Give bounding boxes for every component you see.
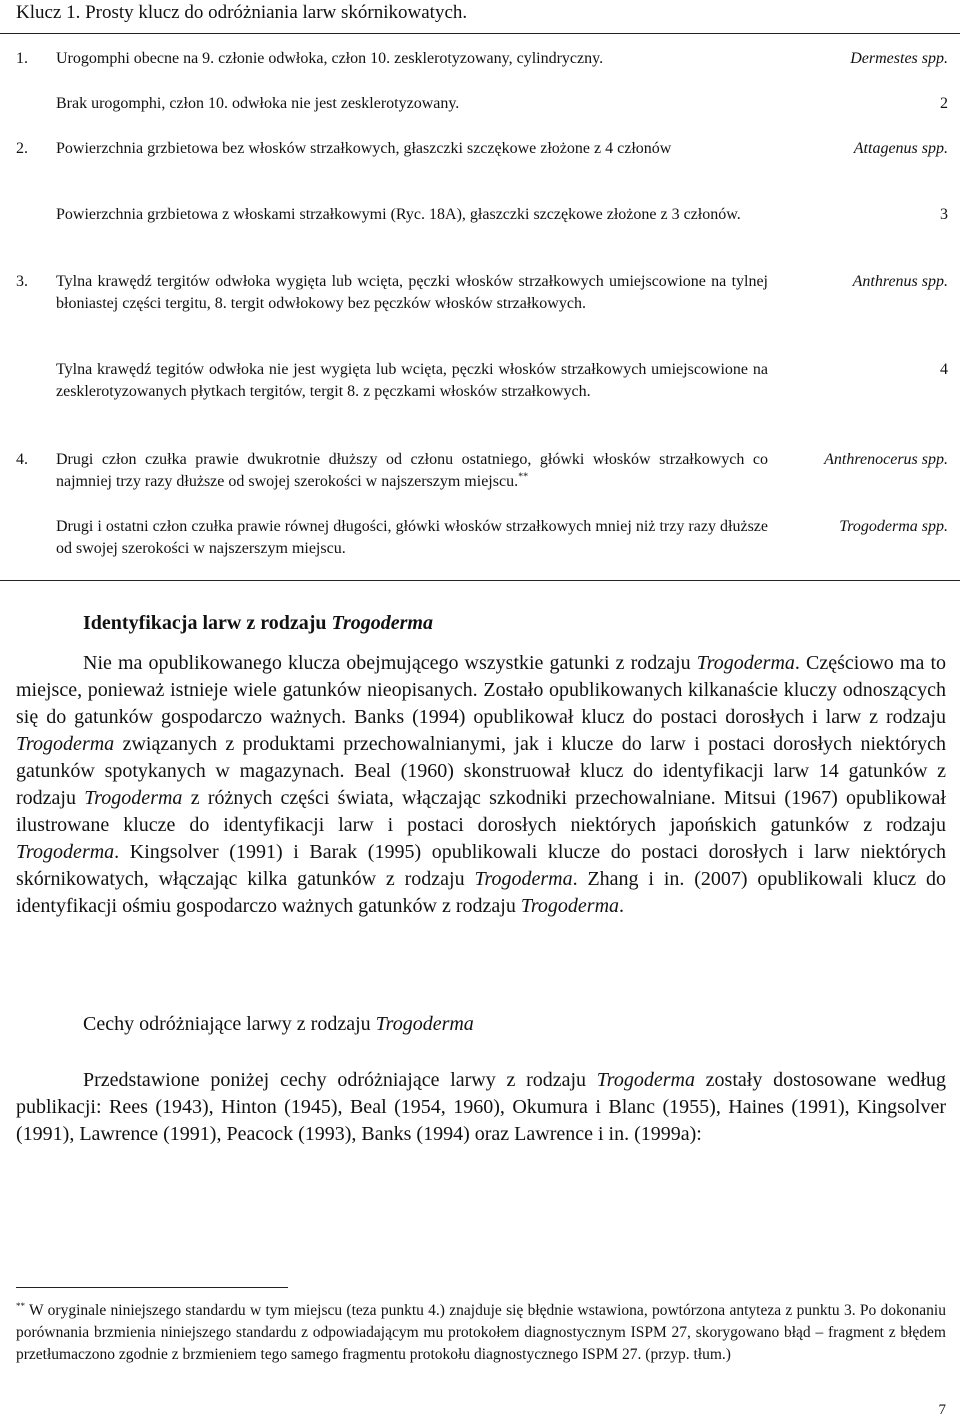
entry-result: Anthrenus spp. — [852, 273, 948, 290]
heading-genus: Trogoderma — [375, 1013, 474, 1035]
text-run: Nie ma opublikowanego klucza obejmującego wszystkie gatunki z rodzaju — [83, 652, 697, 674]
text-run: z różnych części świata, włączając szkodniki przechowalniane. Mitsui (1967) opublikował ilustrowane klucze do identyfikacji larw i postaci dorosłych niektórych japońskich gatunków z rodzaju — [16, 787, 946, 836]
entry-result: Trogoderma spp. — [839, 518, 948, 535]
text-run: Przedstawione poniżej cechy odróżniające larwy z rodzaju — [83, 1069, 597, 1091]
text-run: . — [619, 895, 625, 917]
entry-text: Urogomphi obecne na 9. członie odwłoka, człon 10. zesklerotyzowany, cylindryczny. — [56, 50, 604, 67]
entry-result: Anthrenocerus spp. — [824, 451, 948, 468]
features-heading — [83, 1013, 474, 1036]
text-run: . Zhang i in. (2007) opublikowali klucz do identyfikacji ośmiu gospodarczo ważnych gatunków z rodzaju — [16, 868, 946, 917]
entry-text: Powierzchnia grzbietowa bez włosków strzałkowych, głaszczki szczękowe złożone z 4 członów — [56, 140, 672, 157]
entry-text: Drugi i ostatni człon czułka prawie równej długości, główki włosków strzałkowych mniej niż trzy razy dłuższe od swojej szerokości w najszerszym miejscu. — [56, 518, 768, 557]
text-run: . Częściowo ma to miejsce, ponieważ istnieje wiele gatunków nieopisanych. Zostało opublikowanych kilkanaście kluczy odnoszących się do gatunków gospodarczo ważnych. Banks (1994) opublikował klucz do postaci dorosłych i larw z rodzaju — [16, 652, 946, 728]
top-rule — [0, 33, 960, 34]
entry-result: 2 — [940, 95, 948, 112]
genus-name: Trogoderma — [84, 787, 183, 809]
footnote — [16, 1300, 946, 1366]
entry-number: 4. — [16, 451, 28, 468]
key-entry — [0, 516, 960, 560]
key-entry — [0, 48, 960, 70]
entry-text: Drugi człon czułka prawie dwukrotnie dłuższy od członu ostatniego, główki włosków strzałkowych co najmniej trzy razy dłuższe od swojej szerokości w najszerszym miejscu. — [56, 451, 768, 490]
heading-genus: Trogoderma — [331, 612, 433, 634]
key-entry — [0, 449, 960, 493]
features-paragraph — [16, 1067, 946, 1148]
page-number: 7 — [938, 1402, 946, 1418]
genus-name: Trogoderma — [16, 733, 115, 755]
entry-result: 3 — [940, 206, 948, 223]
key-entry — [0, 138, 960, 182]
footnote-ref[interactable]: ** — [518, 471, 529, 483]
genus-name: Trogoderma — [696, 652, 795, 674]
entry-text: Brak urogomphi, człon 10. odwłoka nie jest zesklerotyzowany. — [56, 95, 460, 112]
text-run: związanych z produktami przechowalnianymi, jak i klucze do larw i postaci dorosłych niektórych gatunków spotykanych w magazynach. Beal (1960) skonstruował klucz do identyfikacji larw 14 gatunków z rodzaju — [16, 733, 946, 809]
footnote-rule — [16, 1287, 288, 1288]
key-entry — [0, 93, 960, 115]
text-run: zostały dostosowane według publikacji: Rees (1943), Hinton (1945), Beal (1954, 1960), Okumura i Blanc (1955), Haines (1991), Kingsolver (1991), Lawrence (1991), Peacock (1993), Banks (1994) oraz Lawrence i in. (1999a): — [16, 1069, 946, 1145]
genus-name: Trogoderma — [520, 895, 620, 917]
entry-number: 2. — [16, 140, 28, 157]
entry-text-with-footnote — [56, 449, 768, 493]
genus-name: Trogoderma — [596, 1069, 695, 1091]
genus-name: Trogoderma — [16, 841, 115, 863]
heading-text: Identyfikacja larw z rodzaju — [83, 612, 332, 634]
entry-text: Tylna krawędź tegitów odwłoka nie jest wygięta lub wcięta, pęczki włosków strzałkowych umiejscowione na zesklerotyzowanych płytkach tergitów, tergit 8. z pęczkami włosków strzałkowych. — [56, 361, 768, 400]
section-rule — [0, 580, 960, 581]
entry-number: 3. — [16, 273, 28, 290]
entry-text: Powierzchnia grzbietowa z włoskami strzałkowymi (Ryc. 18A), głaszczki szczękowe złożone z 3 członów. — [56, 206, 741, 223]
key-entry — [0, 359, 960, 425]
entry-result: Attagenus spp. — [853, 140, 948, 157]
footnote-marker: ** — [16, 1300, 25, 1311]
entry-result: Dermestes spp. — [850, 50, 948, 67]
entry-result: 4 — [940, 361, 948, 378]
genus-name: Trogoderma — [474, 868, 573, 890]
key-title: Klucz 1. Prosty klucz do odróżniania larw skórnikowatych. — [16, 2, 468, 23]
text-run: . Kingsolver (1991) i Barak (1995) opublikowali klucze do postaci dorosłych i larw niektórych skórnikowatych, włączając kilka gatunków z rodzaju — [16, 841, 946, 890]
entry-text: Tylna krawędź tergitów odwłoka wygięta lub wcięta, pęczki włosków strzałkowych umiejscowione na tylnej błoniastej części tergitu, 8. tergit odwłokowy bez pęczków włosków strzałkowych. — [56, 273, 768, 312]
identification-paragraph — [16, 650, 946, 920]
identification-heading — [83, 612, 433, 635]
entry-number: 1. — [16, 50, 28, 67]
footnote-text: W oryginale niniejszego standardu w tym miejscu (teza punktu 4.) znajduje się błędnie wstawiona, powtórzona antyteza z punktu 3. Po dokonaniu porównania brzmienia niniejszego standardu z odpowiadającym mu protokołem diagnostycznym ISPM 27, skorygowano błąd – fragment z błędem przetłumaczono zgodnie z brzmieniem tego samego fragmentu protokołu diagnostycznego ISPM 27. (przyp. tłum.) — [16, 1302, 946, 1363]
heading-text: Cechy odróżniające larwy z rodzaju — [83, 1013, 376, 1035]
key-entry — [0, 204, 960, 248]
key-entry — [0, 271, 960, 337]
